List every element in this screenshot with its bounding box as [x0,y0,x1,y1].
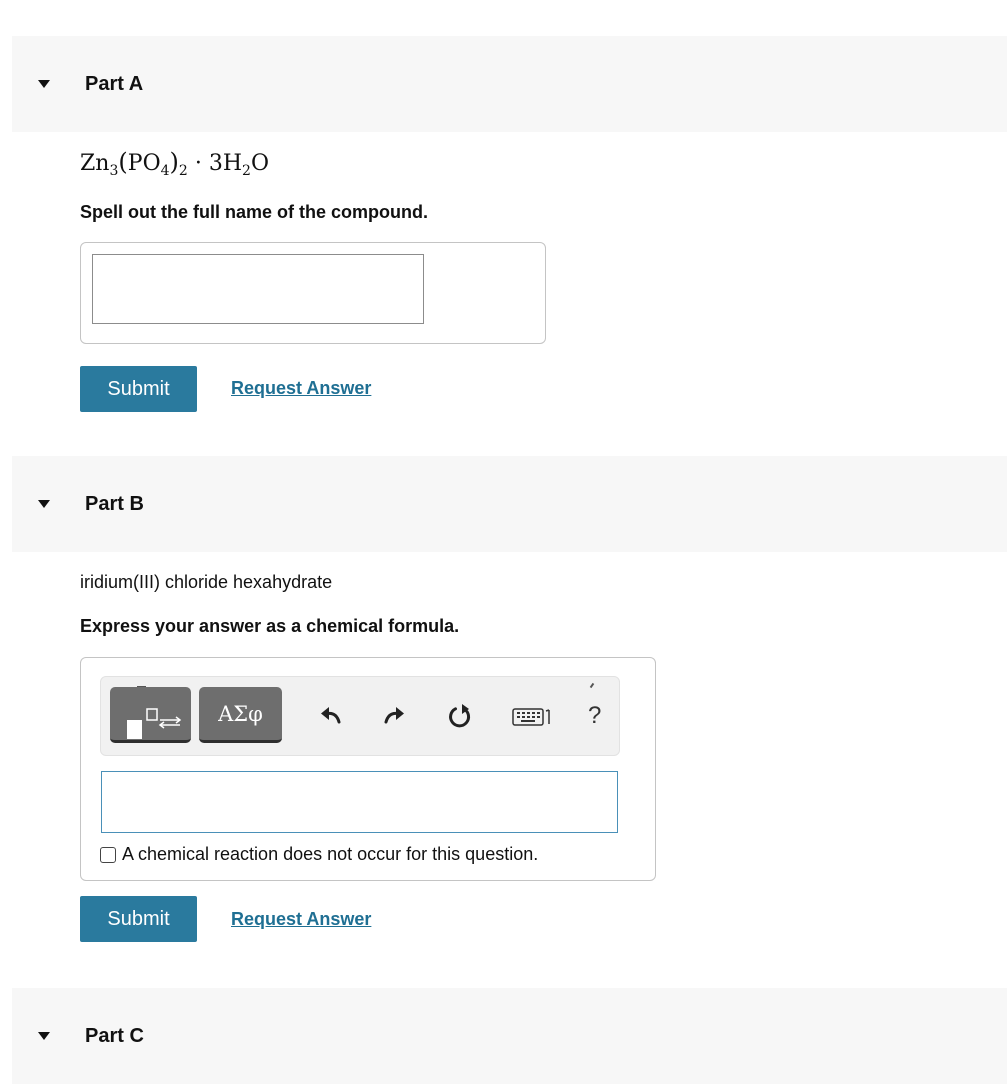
math-toolbar [100,676,620,756]
part-b-instruction: Express your answer as a chemical formula. [80,616,460,636]
chemical-formula-input[interactable] [101,771,618,833]
formula-po: PO [127,151,161,176]
formula-dot: · [194,151,202,176]
formula-close-paren: ) [169,148,179,176]
part-a-request-answer-link[interactable]: Request Answer [231,378,372,398]
formula-zn-subscript: 3 [109,163,119,179]
templates-button[interactable] [110,687,191,743]
part-c-header[interactable] [12,988,1007,1084]
part-b-request-answer-link[interactable]: Request Answer [231,909,372,929]
toolbar-tick [590,683,595,688]
symbols-button[interactable]: ΑΣφ [199,687,282,743]
formula-water: 3H [208,151,243,176]
redo-icon[interactable] [381,703,407,729]
reset-icon[interactable] [447,703,473,729]
formula-zn: Zn [80,151,110,176]
part-b-title: Part B [85,492,144,515]
part-c-title: Part C [85,1024,144,1047]
formula-paren-subscript: 2 [178,163,188,179]
caret-down-icon[interactable] [38,80,50,88]
templates-icon [110,687,191,743]
help-button[interactable]: ? [588,702,602,729]
part-b-prompt: iridium(III) chloride hexahydrate [80,572,333,592]
part-b-header[interactable] [12,456,1007,552]
compound-name-input[interactable] [92,254,424,324]
caret-down-icon[interactable] [38,1032,50,1040]
formula-h-subscript: 2 [242,163,251,179]
compound-formula [80,148,269,179]
formula-o: O [250,151,269,176]
formula-open-paren: ( [118,148,128,176]
part-a-title: Part A [85,72,144,95]
no-reaction-row[interactable] [100,844,538,865]
undo-icon[interactable] [318,703,344,729]
part-a-instruction: Spell out the full name of the compound. [80,202,428,222]
part-b-submit-button[interactable]: Submit [80,896,197,942]
caret-down-icon[interactable] [38,500,50,508]
keyboard-icon[interactable] [511,703,555,729]
part-a-header[interactable] [12,36,1007,132]
no-reaction-checkbox[interactable] [100,847,116,863]
part-a-answer-box [80,242,546,344]
part-a-submit-button[interactable]: Submit [80,366,197,412]
formula-po-subscript: 4 [160,163,170,179]
no-reaction-label[interactable]: A chemical reaction does not occur for this question. [122,844,539,864]
